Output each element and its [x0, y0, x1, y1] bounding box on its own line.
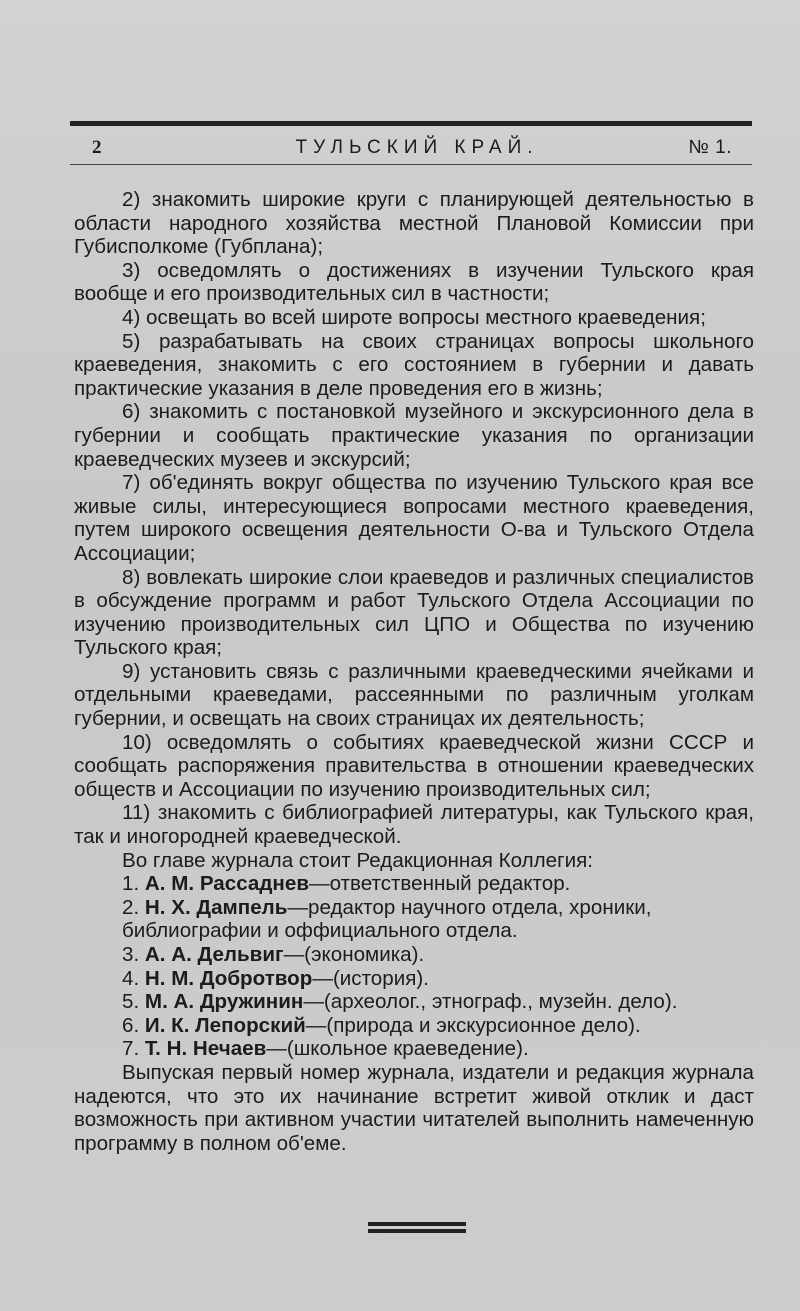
end-rule-top: [368, 1222, 466, 1226]
editor-role: —ответственный редактор.: [309, 872, 571, 896]
editor-num: 4.: [122, 966, 140, 990]
list-item-6: 6) знакомить с постановкой музейного и экскурсионного дела в губернии и сообщать практические указания по организации краеведческих музеев и экскурсий;: [74, 400, 754, 471]
end-rule-bottom: [368, 1229, 466, 1233]
board-intro: Во главе журнала стоит Редакционная Коллегия:: [122, 848, 593, 872]
editor-4: [74, 967, 754, 991]
editor-role: —редактор научного отдела, хроники, библиографии и оффициального отдела.: [122, 895, 652, 943]
list-item-11: 11) знакомить с библиографией литературы, как Тульского края, так и иногородней краеведческой.: [74, 801, 754, 849]
list-item-4: 4) освещать во всей широте вопросы местного краеведения;: [122, 305, 706, 329]
editor-role: —(природа и экскурсионное дело).: [305, 1013, 641, 1037]
editor-num: 1.: [122, 872, 140, 896]
list-item-7: 7) об'единять вокруг общества по изучению Тульского края все живые силы, интересующиеся вопросами местного краеведения, путем широкого освещения деятельности О-ва и Тульского Отдела Ассоциации;: [74, 471, 754, 565]
list-item-5: 5) разрабатывать на своих страницах вопросы школьного краеведения, знакомить с его состоянием в губернии и давать практические указания в деле проведения его в жизнь;: [74, 329, 754, 400]
running-header: [92, 132, 742, 162]
page-number: 2: [92, 137, 102, 158]
editor-role: —(история).: [312, 966, 429, 990]
editor-num: 7.: [122, 1037, 140, 1061]
editor-name: Т. Н. Нечаев: [144, 1037, 267, 1061]
list-item-2: 2) знакомить широкие круги с планирующей деятельностью в области народного хозяйства местной Плановой Комиссии при Губисполкоме (Губплана);: [74, 188, 754, 259]
editor-name: И. К. Лепорский: [144, 1013, 306, 1037]
editor-6: [74, 1014, 754, 1038]
editor-5: [74, 990, 754, 1014]
editor-num: 3.: [122, 943, 140, 966]
editor-7: [74, 1037, 754, 1061]
header-rule-thin: [70, 164, 752, 165]
editor-name: М. А. Дружинин: [144, 990, 304, 1014]
editor-name: А. А. Дельвиг: [144, 943, 284, 966]
closing-paragraph: Выпуская первый номер журнала, издатели и редакция журнала надеются, что это их начинание встретит живой отклик и даст возможность при активном участии читателей выполнить намеченную программу в полном об'еме.: [74, 1060, 754, 1155]
editor-num: 5.: [122, 990, 140, 1014]
list-item-8: 8) вовлекать широкие слои краеведов и различных специалистов в обсуждение программ и работ Тульского Отдела Ассоциации по изучению производительных сил ЦПО и Общества по изучению Тульского края;: [74, 565, 754, 660]
editor-1: [74, 872, 754, 896]
editor-role: —(школьное краеведение).: [266, 1037, 529, 1061]
list-item-10: 10) осведомлять о событиях краеведческой жизни СССР и сообщать распоряжения правительства в отношении краеведческих обществ и Ассоциации по изучению производительных сил;: [74, 730, 754, 801]
header-rule-thick: [70, 121, 752, 126]
editor-num: 2.: [122, 895, 140, 919]
issue-number: № 1.: [688, 137, 732, 158]
editor-name: Н. М. Добротвор: [144, 966, 313, 990]
editor-name: А. М. Рассаднев: [144, 872, 309, 896]
list-item-3: 3) осведомлять о достижениях в изучении Тульского края вообще и его производительных сил в частности;: [74, 258, 754, 306]
editor-role: —(археолог., этнограф., музейн. дело).: [303, 990, 678, 1014]
editor-2: [74, 896, 754, 943]
editor-num: 6.: [122, 1013, 140, 1037]
editor-role: —(экономика).: [283, 943, 425, 966]
journal-title: ТУЛЬСКИЙ КРАЙ.: [295, 137, 539, 158]
editor-3: [74, 943, 754, 967]
editor-name: Н. Х. Дампель: [144, 895, 288, 919]
list-item-9: 9) установить связь с различными краеведческими ячейками и отдельными краеведами, рассеянными по различным уголкам губернии, и освещать на своих страницах их деятельность;: [74, 659, 754, 731]
article-body: [74, 188, 754, 1155]
